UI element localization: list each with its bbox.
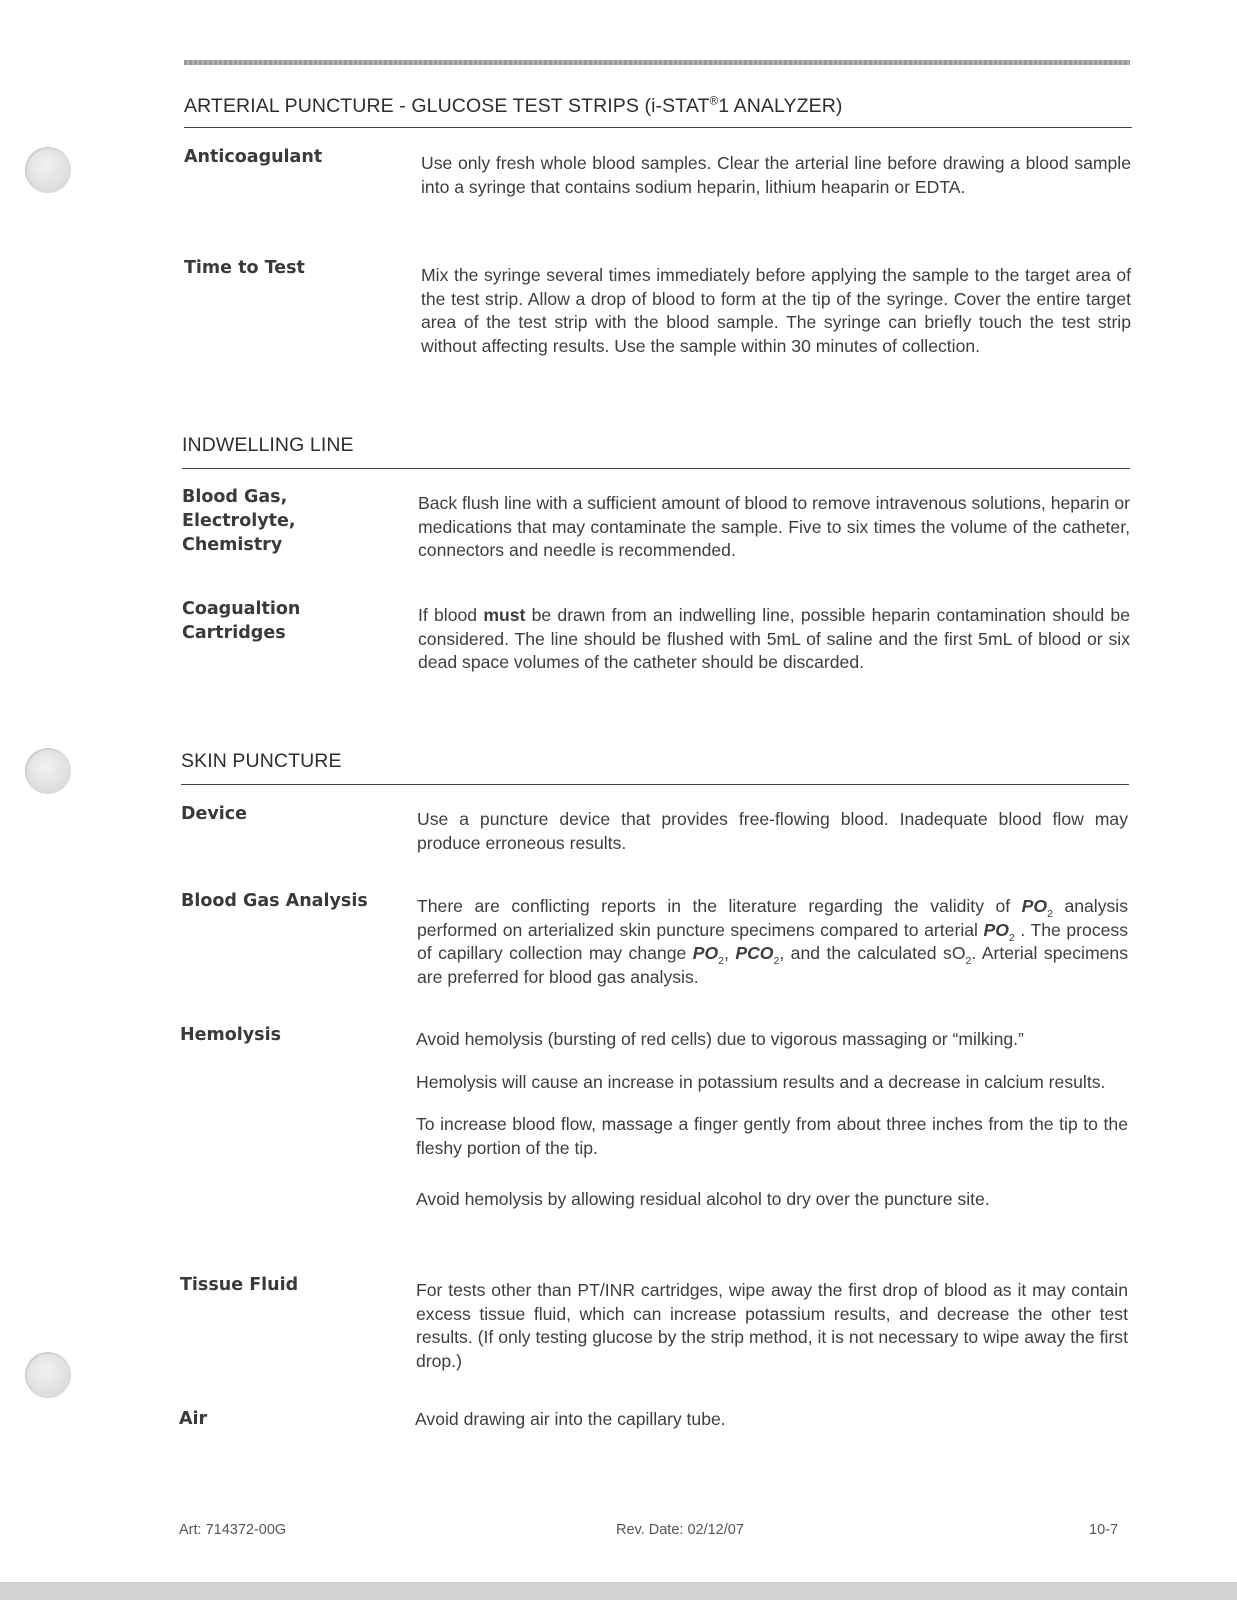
binder-hole-middle [25,748,71,794]
entry-label-hemolysis: Hemolysis [180,1025,282,1045]
entry-text-coagulation: If blood must be drawn from an indwelling line, possible heparin contamination should be considered. The line should be flushed with 5mL of saline and the first 5mL of blood or six dead space volumes of the catheter should be discarded. [418,605,1130,672]
section-title-skin-puncture: SKIN PUNCTURE [181,750,342,772]
section-title-arterial-puncture: ARTERIAL PUNCTURE - GLUCOSE TEST STRIPS (i-STAT®1 ANALYZER) [184,94,843,117]
binder-hole-bottom [25,1352,71,1398]
entry-text-time-to-test: Mix the syringe several times immediately before applying the sample to the target area of the test strip. Allow a drop of blood to form at the tip of the syringe. Cover the entire target area of the test strip with the blood sample. The syringe can briefly touch the test strip without affecting results. Use the sample within 30 minutes of collection. [421,265,1131,356]
section-title-indwelling-line: INDWELLING LINE [182,434,354,456]
entry-label-blood-gas-electrolyte-chemistry: Blood Gas, Electrolyte, Chemistry [182,487,296,555]
entry-text-air: Avoid drawing air into the capillary tube. [415,1409,726,1429]
section-rule [182,468,1130,469]
scan-bottom-edge [0,1582,1237,1600]
section-rule [184,127,1132,128]
entry-text-back-flush: Back flush line with a sufficient amount of blood to remove intravenous solutions, heparin or medications that may contaminate the sample. Five to six times the volume of the catheter, connectors and needle is recommended. [418,493,1130,560]
top-header-rule [184,60,1130,65]
entry-label-coagulation-cartridges: Coagualtion Cartridges [182,599,301,643]
entry-text-device: Use a puncture device that provides free-flowing blood. Inadequate blood flow may produce erroneous results. [417,809,1128,853]
entry-text-anticoagulant: Use only fresh whole blood samples. Clear the arterial line before drawing a blood sample into a syringe that contains sodium heparin, lithium heaparin or EDTA. [421,153,1131,197]
entry-text-hemolysis: Avoid hemolysis (bursting of red cells) due to vigorous massaging or “milking.” Hemolysis will cause an increase in potassium results and a decrease in calcium results. To increase blood flow, massage a finger gently from about three inches from the tip to the fleshy portion of the tip. Avoid hemolysis by allowing residual alcohol to dry over the puncture site. [416,1029,1128,1209]
entry-label-tissue-fluid: Tissue Fluid [180,1275,299,1295]
entry-label-blood-gas-analysis: Blood Gas Analysis [181,891,368,911]
entry-label-time-to-test: Time to Test [184,258,305,278]
entry-text-tissue-fluid: For tests other than PT/INR cartridges, wipe away the first drop of blood as it may contain excess tissue fluid, which can increase potassium results, and decrease the other test results. (If only testing glucose by the strip method, it is not necessary to wipe away the first drop.) [416,1280,1128,1371]
entry-label-anticoagulant: Anticoagulant [184,147,323,167]
footer-art-number: Art: 714372-00G [179,1522,287,1538]
entry-label-device: Device [181,804,248,824]
entry-text-blood-gas-analysis: There are conflicting reports in the literature regarding the validity of $PO_2$ analysis performed on arterialized skin puncture specimens compared to arterial $PO_2$ . The process of capillary collection may change $PO_2$, $PCO_2$, and the calculated $sO_2$. Arterial specimens are preferred for blood gas analysis. [417,896,1129,987]
entry-label-air: Air [179,1409,208,1429]
binder-hole-top [25,147,71,193]
footer-page-number: 10-7 [1089,1522,1119,1538]
section-rule [181,784,1129,785]
footer-revision-date: Rev. Date: 02/12/07 [616,1522,744,1538]
